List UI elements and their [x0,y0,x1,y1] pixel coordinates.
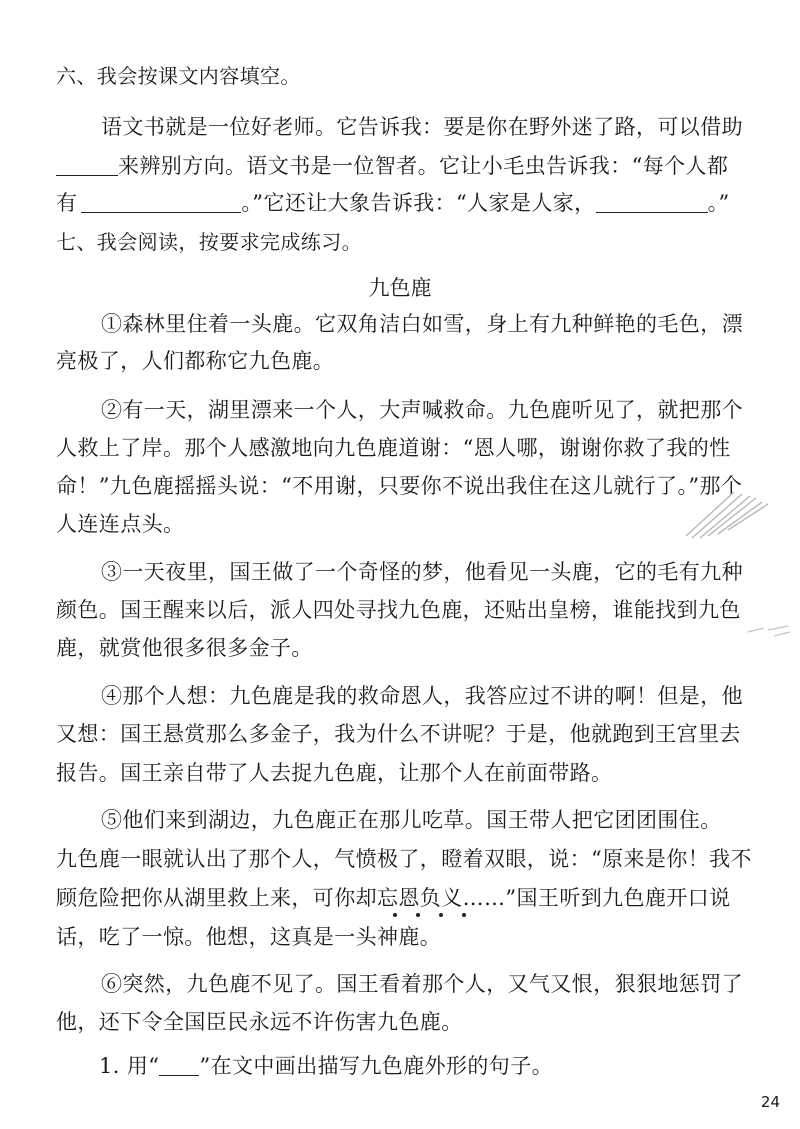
worksheet-page: 六、我会按课文内容填空。 语文书就是一位好老师。它告诉我：要是你在野外迷了路，可以借助 来辨别方向。语文书是一位智者。它让小毛虫告诉我：“每个人都 有 。”它还让大象告诉我：“人家是人家， 。” 七、我会阅读，按要求完成练习。 九色鹿 ①森林里住着一头鹿。它双角洁白如雪，身上有九种鲜艳的毛色，漂 亮极了，人们都称它九色鹿。 ②有一天，湖里漂来一个人，大声喊救命。九色鹿听见了，就把那个 人救上了岸。那个人感激地向九色鹿道谢：“恩人哪，谢谢你救了我的性 命！”九色鹿摇摇头说：“不用谢，只要你不说出我住在这儿就行了。”那个 人连连点头。 ③一天夜里，国王做了一个奇怪的梦，他看见一头鹿，它的毛有九种 颜色。国王醒来以后，派人四处寻找九色鹿，还贴出皇榜，谁能找到九色 鹿，就赏他很多很多金子。 ④那个人想：九色鹿是我的救命恩人，我答应过不讲的啊！但是，他 又想：国王悬赏那么多金子，我为什么不讲呢？于是，他就跑到王宫里去 报告。国王亲自带了人去捉九色鹿，让那个人在前面带路。 ⑤他们来到湖边，九色鹿正在那儿吃草。国王带人把它团团围住。 九色鹿一眼就认出了那个人，气愤极了，瞪着双眼，说：“原来是你！我不 顾危险把你从湖里救上来，可你却忘恩负义……”国王听到九色鹿开口说 话，吃了一惊。他想，这真是一头神鹿。 ⑥突然，九色鹿不见了。国王看着那个人，又气又恨，狠狠地惩罚了 他，还下令全国臣民永远不许伤害九色鹿。 1. 用“ ”在文中画出描写九色鹿外形的句子。 24 [0,0,800,1129]
emphasis-dot [462,913,466,917]
section-7-heading: 七、我会阅读，按要求完成练习。 [56,230,362,254]
pencil-scribble-icon [744,618,794,642]
fill-in-line-3: 有 。”它还让大象告诉我：“人家是人家， 。” [56,191,730,215]
answer-blank-4[interactable] [159,1057,199,1076]
fill-in-line-2: 来辨别方向。语文书是一位智者。它让小毛虫告诉我：“每个人都 [56,156,758,177]
page-number: 24 [760,1093,780,1111]
emphasis-dot [439,913,443,917]
answer-blank-3[interactable] [596,194,708,213]
pencil-scribble-icon [676,484,776,544]
emphasis-dot [393,913,397,917]
answer-blank-1[interactable] [56,157,118,176]
fill-in-line-1: 语文书就是一位好老师。它告诉我：要是你在野外迷了路，可以借助 [101,115,743,139]
story-title: 九色鹿 [368,276,432,300]
answer-blank-2[interactable] [81,194,241,213]
question-1: 1. 用“ ”在文中画出描写九色鹿外形的句子。 [99,1054,553,1078]
section-6-heading: 六、我会按课文内容填空。 [56,64,301,88]
emphasis-dot [416,913,420,917]
